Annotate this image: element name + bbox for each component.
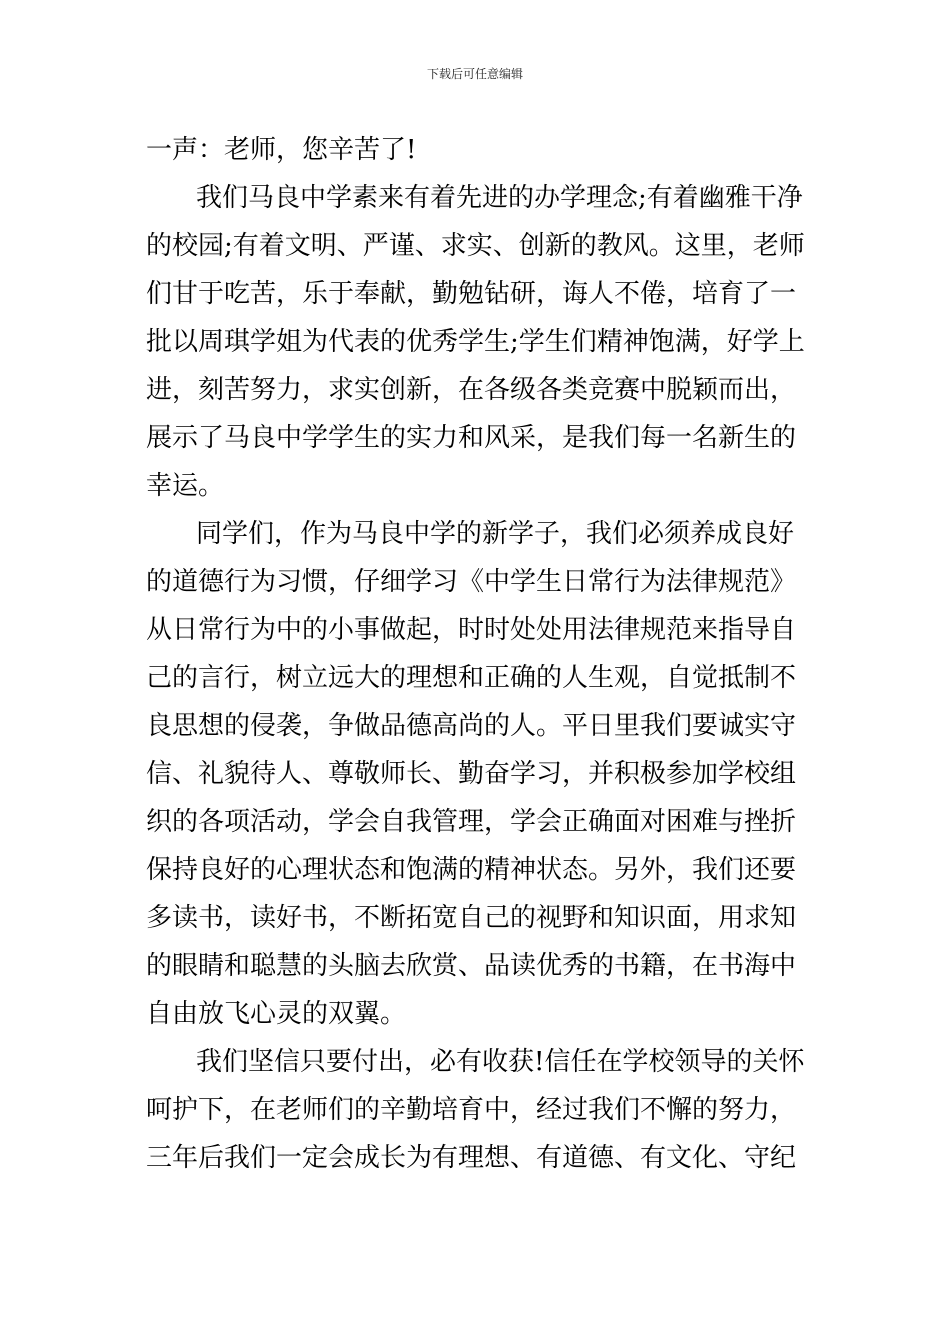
text-line: 自由放飞心灵的双翼。	[146, 999, 407, 1029]
text-line: 同学们，作为马良中学的新学子，我们必须养成良好	[196, 519, 795, 549]
text-line: 的校园;有着文明、严谨、求实、创新的教风。这里，老师	[146, 231, 805, 261]
text-line: 良思想的侵袭，争做品德高尚的人。平日里我们要诚实守	[146, 711, 797, 741]
text-line: 己的言行，树立远大的理想和正确的人生观，自觉抵制不	[146, 663, 797, 693]
page-header: 下载后可任意编辑	[426, 67, 523, 81]
text-line: 从日常行为中的小事做起，时时处处用法律规范来指导自	[146, 615, 797, 645]
text-line: 进，刻苦努力，求实创新，在各级各类竞赛中脱颖而出，	[146, 375, 797, 405]
text-line: 我们坚信只要付出，必有收获!信任在学校领导的关怀	[196, 1047, 805, 1077]
text-line: 三年后我们一定会成长为有理想、有道德、有文化、守纪	[146, 1143, 797, 1173]
text-line: 织的各项活动，学会自我管理，学会正确面对困难与挫折	[146, 807, 797, 837]
text-line: 的道德行为习惯，仔细学习《中学生日常行为法律规范》	[146, 567, 797, 597]
text-line: 呵护下，在老师们的辛勤培育中，经过我们不懈的努力，	[146, 1095, 797, 1125]
text-line: 幸运。	[146, 471, 225, 501]
text-line: 批以周琪学姐为代表的优秀学生;学生们精神饱满，好学上	[146, 327, 805, 357]
text-line: 我们马良中学素来有着先进的办学理念;有着幽雅干净	[196, 183, 803, 213]
text-line: 的眼睛和聪慧的头脑去欣赏、品读优秀的书籍，在书海中	[146, 951, 797, 981]
text-line: 一声：老师，您辛苦了!	[146, 135, 417, 165]
text-line: 们甘于吃苦，乐于奉献，勤勉钻研，诲人不倦，培育了一	[146, 279, 797, 309]
text-line: 保持良好的心理状态和饱满的精神状态。另外，我们还要	[146, 855, 797, 885]
text-line: 信、礼貌待人、尊敬师长、勤奋学习，并积极参加学校组	[146, 759, 797, 789]
text-line: 多读书，读好书，不断拓宽自己的视野和知识面，用求知	[146, 903, 797, 933]
text-line: 展示了马良中学学生的实力和风采，是我们每一名新生的	[146, 423, 797, 453]
body-text	[146, 126, 806, 1182]
